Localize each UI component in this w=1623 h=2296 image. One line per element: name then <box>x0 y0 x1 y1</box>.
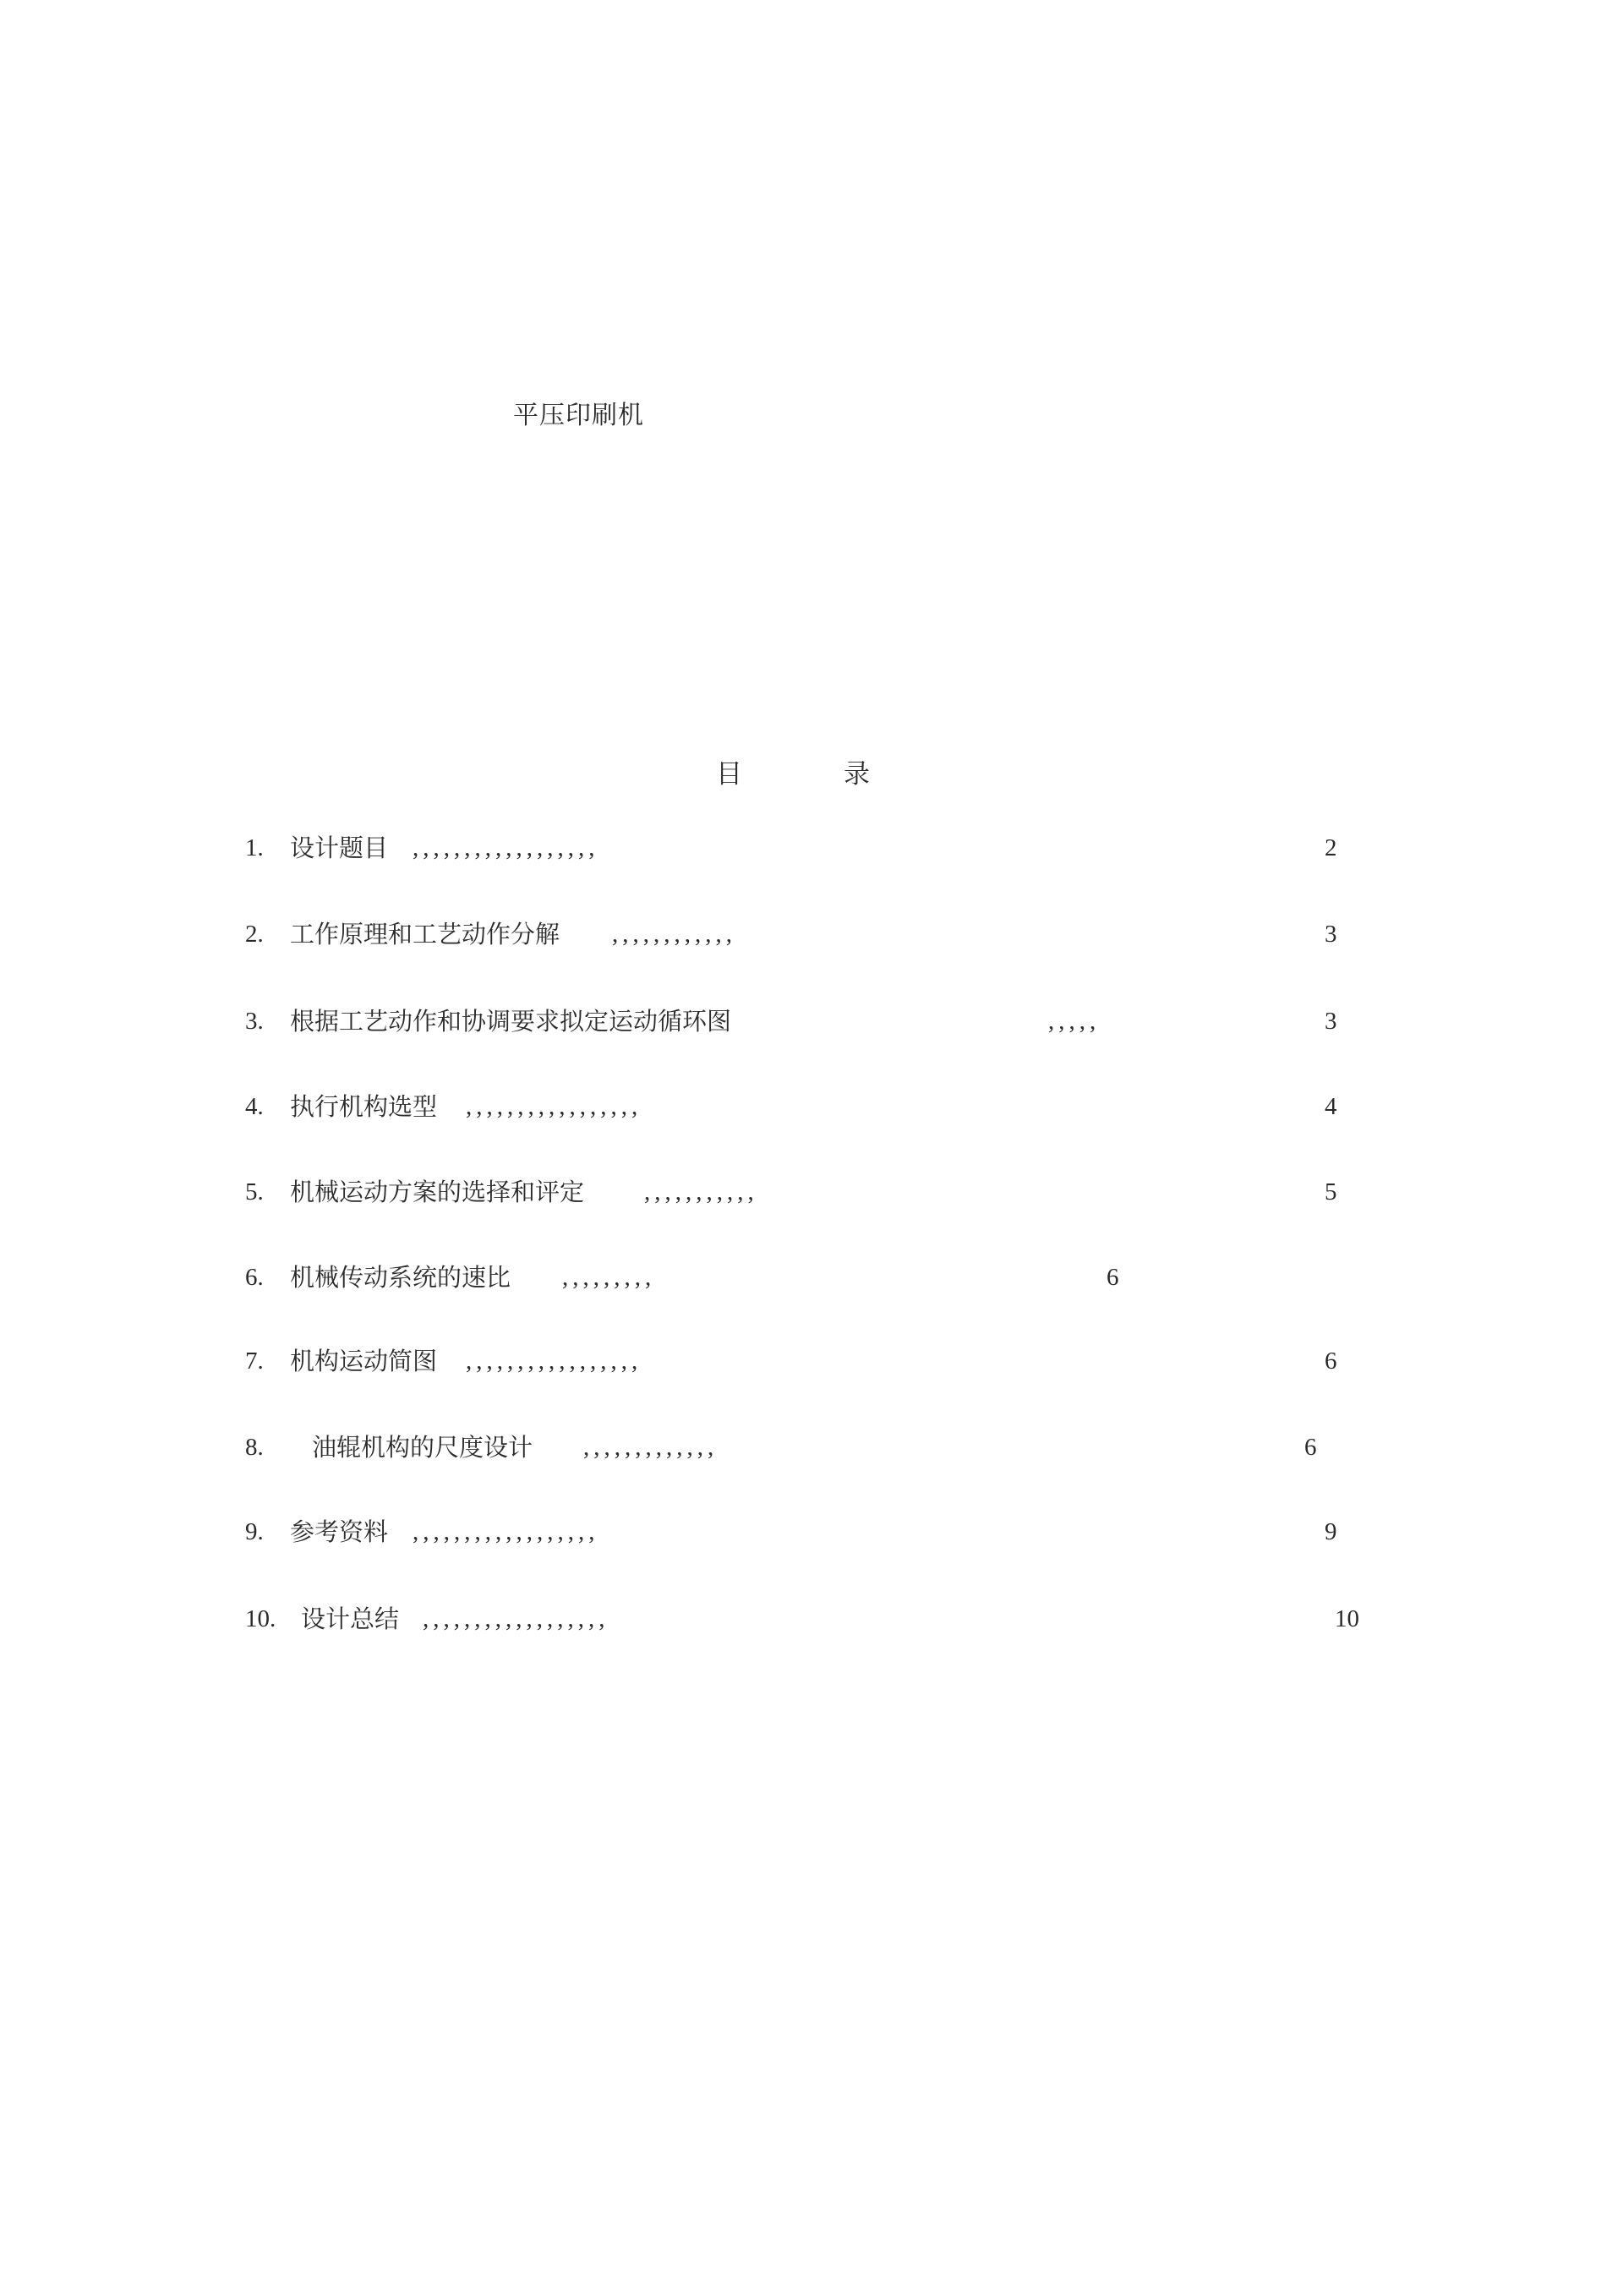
toc-entry-page: 10 <box>1335 1605 1359 1632</box>
toc-entry <box>0 916 1623 953</box>
toc-entry <box>0 1003 1623 1040</box>
toc-entry-leader: ,,,,,,,,,,,, <box>612 921 736 948</box>
toc-entry-number: 6. <box>245 1264 264 1291</box>
toc-entry-page: 6 <box>1325 1348 1337 1375</box>
toc-entry <box>0 1342 1623 1380</box>
toc-entry-page: 3 <box>1325 921 1337 948</box>
toc-entry-page: 5 <box>1325 1178 1337 1205</box>
toc-entry <box>0 1600 1623 1637</box>
toc-entry <box>0 1513 1623 1550</box>
toc-entry-title: 机构运动简图 <box>290 1347 438 1375</box>
toc-entry-leader: ,,,,,,,,,,, <box>644 1178 758 1205</box>
toc-entry-title: 设计题目 <box>290 834 389 862</box>
toc-entry-number: 5. <box>245 1178 264 1205</box>
toc-entry-leader: ,,,,,,,,, <box>562 1264 656 1291</box>
toc-entry-title: 工作原理和工艺动作分解 <box>290 920 560 948</box>
toc-entry-page: 6 <box>1304 1434 1317 1461</box>
toc-entry <box>0 1088 1623 1125</box>
toc-heading-second-char: 录 <box>844 759 870 790</box>
toc-entry <box>0 829 1623 866</box>
toc-entry-title: 机械运动方案的选择和评定 <box>290 1178 585 1206</box>
toc-entry-leader: ,,,,,,,,,,,,, <box>583 1434 719 1461</box>
toc-entry-page: 4 <box>1325 1093 1337 1120</box>
toc-entry-page: 9 <box>1325 1518 1337 1545</box>
toc-entry-page: 2 <box>1325 834 1337 861</box>
toc-entry-number: 1. <box>245 834 264 861</box>
document-title: 平压印刷机 <box>513 401 644 430</box>
toc-entry-leader: ,,,,,,,,,,,,,,,,, <box>466 1093 642 1120</box>
toc-entry-leader: ,,,,,,,,,,,,,,,,,, <box>413 1518 599 1545</box>
toc-entry-title: 参考资料 <box>290 1517 389 1546</box>
toc-entry-number: 4. <box>245 1093 264 1120</box>
toc-entry-title: 执行机构选型 <box>290 1092 438 1121</box>
toc-entry <box>0 1429 1623 1466</box>
toc-entry-number: 8. <box>245 1434 264 1461</box>
toc-entry-title: 根据工艺动作和协调要求拟定运动循环图 <box>290 1007 732 1036</box>
toc-entry-title: 设计总结 <box>301 1604 400 1633</box>
toc-entry-leader: ,,,,,,,,,,,,,,,,,, <box>423 1605 609 1632</box>
toc-entry <box>0 1173 1623 1211</box>
toc-entry-leader: ,,,,, <box>1048 1008 1101 1035</box>
toc-entry-leader: ,,,,,,,,,,,,,,,,,, <box>413 834 599 861</box>
toc-entry-number: 3. <box>245 1008 264 1035</box>
toc-heading-first-char: 目 <box>716 759 742 790</box>
toc-entry-number: 9. <box>245 1518 264 1545</box>
toc-entry <box>0 1259 1623 1296</box>
toc-entry-page: 3 <box>1325 1008 1337 1035</box>
toc-entry-number: 2. <box>245 921 264 948</box>
toc-entry-number: 10. <box>245 1605 276 1632</box>
toc-entry-title: 油辊机构的尺度设计 <box>312 1433 533 1462</box>
toc-entry-leader: ,,,,,,,,,,,,,,,,, <box>466 1348 642 1375</box>
toc-entry-title: 机械传动系统的速比 <box>290 1263 511 1292</box>
toc-entry-number: 7. <box>245 1348 264 1375</box>
toc-entry-page: 6 <box>1107 1264 1119 1291</box>
